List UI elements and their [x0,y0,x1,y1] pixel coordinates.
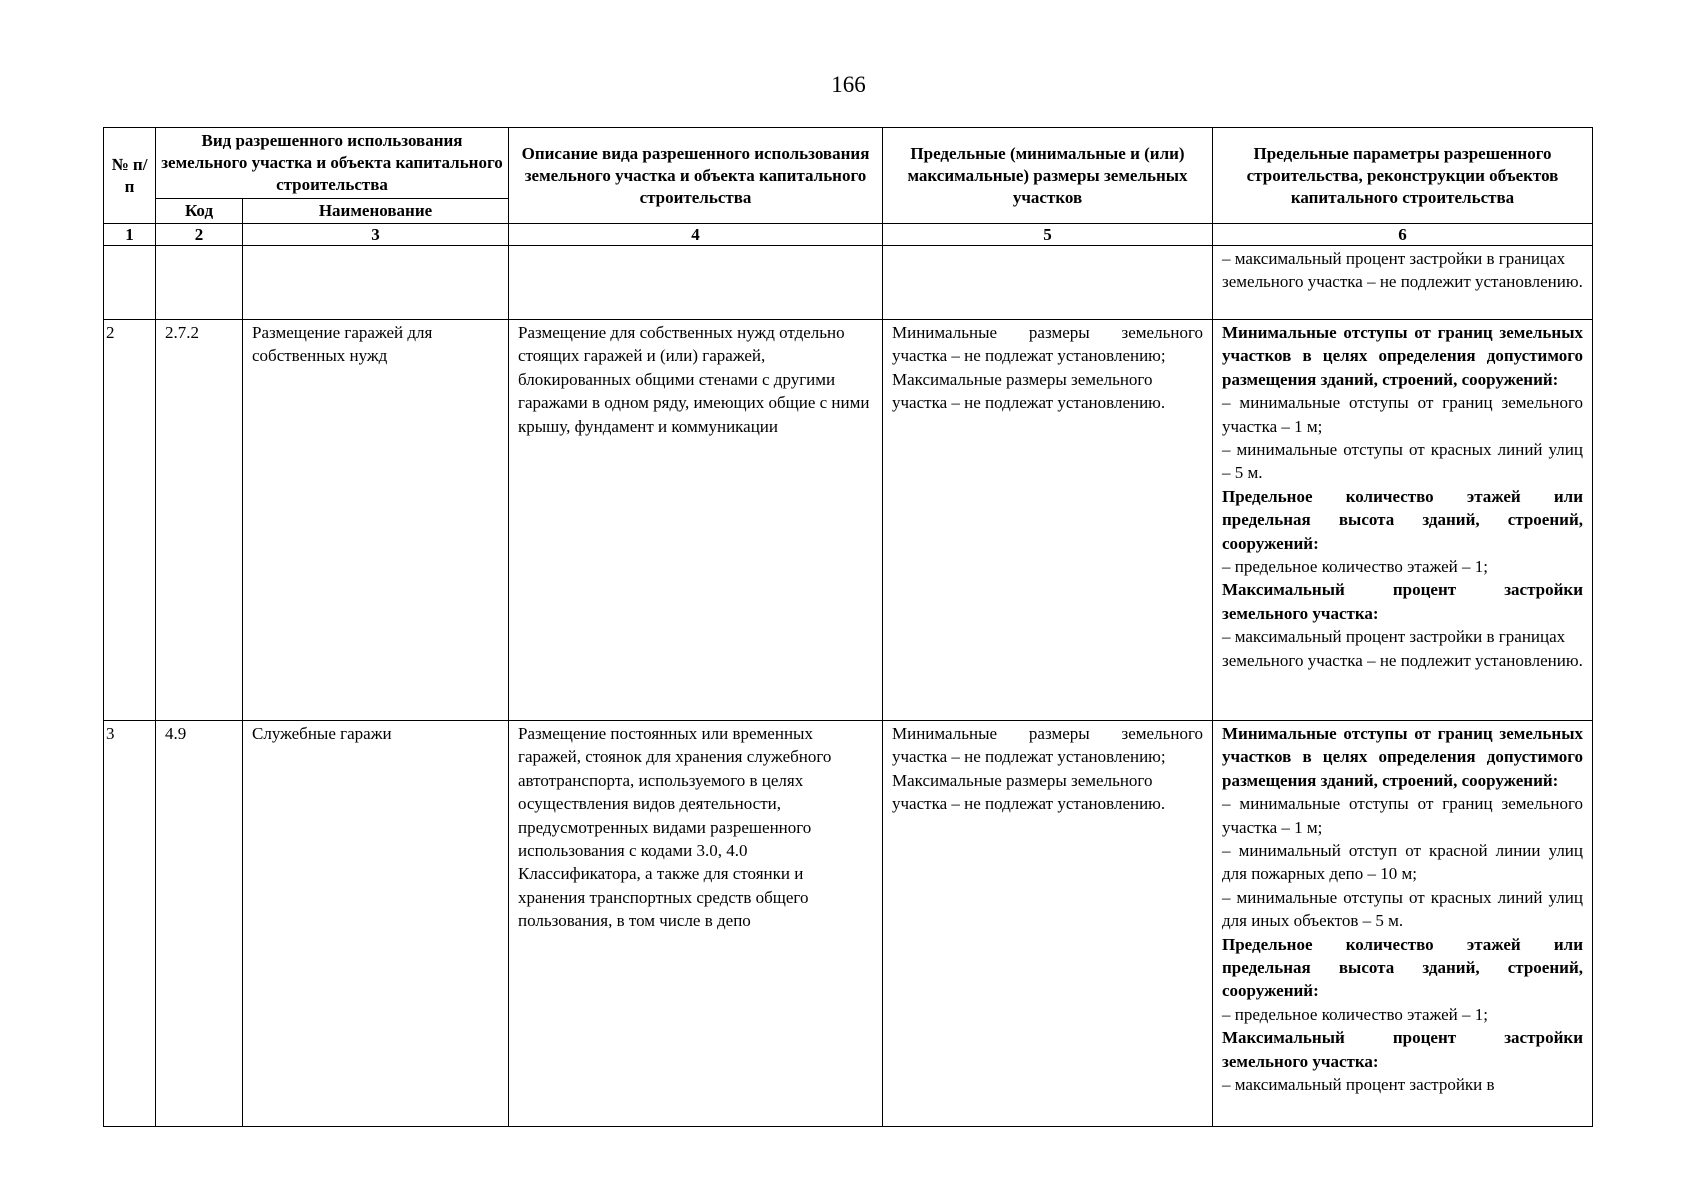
use-code: 4.9 [165,724,187,743]
name-cell [243,246,509,320]
code-cell [156,721,243,1127]
param-heading: Минимальные отступы от границ земельных участков в целях определения допустимого размещения зданий, строений, сооружений: [1222,323,1583,389]
param-heading: Максимальный процент застройки земельного участка: [1222,580,1583,623]
header-col-number: 5 [883,224,1213,246]
param-item: – минимальные отступы от красных линий улиц – 5 м. [1222,440,1583,483]
param-item: – минимальные отступы от границ земельного участка – 1 м; [1222,794,1583,837]
header-permitted-use-group: Вид разрешенного использования земельного участка и объекта капитального строительства [156,128,509,199]
construction-params-cell [1213,246,1593,320]
header-construction-params: Предельные параметры разрешенного строительства, реконструкции объектов капитального строительства [1213,128,1593,224]
param-item: – предельное количество этажей – 1; [1222,1004,1488,1024]
plot-size-line: Максимальные размеры земельного участка – не подлежат установлению. [892,770,1166,814]
param-heading: Минимальные отступы от границ земельных участков в целях определения допустимого размещения зданий, строений, сооружений: [1222,724,1583,790]
table-row [104,721,1593,1127]
code-cell [156,246,243,320]
row-number: 2 [106,323,115,342]
param-item: – предельное количество этажей – 1; [1222,557,1488,577]
code-cell [156,320,243,721]
header-code: Код [156,199,243,224]
row-number-cell [104,721,156,1127]
plot-size-line: Максимальные размеры земельного участка – не подлежат установлению. [892,369,1166,413]
construction-params-cell [1213,721,1593,1127]
plot-sizes-cell [883,320,1213,721]
row-number: 3 [106,724,115,743]
header-number: № п/п [104,128,156,224]
header-description: Описание вида разрешенного использования земельного участка и объекта капитального строительства [509,128,883,224]
plot-sizes-cell [883,721,1213,1127]
use-description: Размещение для собственных нужд отдельно стоящих гаражей и (или) гаражей, блокированных общими стенами с другими гаражами в одном ряду, имеющих общие с ними крышу, фундамент и коммуникации [518,323,870,436]
page-number: 166 [831,72,866,97]
description-cell [509,320,883,721]
header-col-number: 1 [104,224,156,246]
construction-params-cell [1213,320,1593,721]
plot-size-line: Минимальные размеры земельного участка – не подлежат установлению; [892,323,1203,366]
header-plot-sizes: Предельные (минимальные и (или) максимальные) размеры земельных участков [883,128,1213,224]
param-item: – максимальный процент застройки в границах земельного участка – не подлежит установлению. [1222,249,1583,292]
param-item: – минимальные отступы от красных линий улиц для иных объектов – 5 м. [1222,887,1583,931]
use-name: Служебные гаражи [252,724,392,743]
header-col-number: 4 [509,224,883,246]
description-cell [509,721,883,1127]
use-description: Размещение постоянных или временных гаражей, стоянок для хранения служебного автотранспорта, используемого в целях осуществления видов деятельности, предусмотренных видами разрешенного использования с кодами 3.0, 4.0 Классификатора, а также для стоянки и хранения транспортных средств общего пользования, в том числе в депо [518,724,832,931]
header-col-number: 6 [1213,224,1593,246]
row-number-cell [104,320,156,721]
use-name: Размещение гаражей для собственных нужд [252,323,433,366]
param-heading: Предельное количество этажей или предельная высота зданий, строений, сооружений: [1222,486,1583,553]
header-name: Наименование [243,199,509,224]
use-code: 2.7.2 [165,323,199,342]
table-row [104,246,1593,320]
param-item: – минимальные отступы от границ земельного участка – 1 м; [1222,393,1583,436]
header-col-number: 3 [243,224,509,246]
param-heading: Предельное количество этажей или предельная высота зданий, строений, сооружений: [1222,934,1583,1001]
header-col-number: 2 [156,224,243,246]
row-number-cell [104,246,156,320]
land-use-table [103,127,1593,1127]
param-item: – максимальный процент застройки в границах земельного участка – не подлежит установлению. [1222,627,1583,670]
param-item: – минимальный отступ от красной линии улиц для пожарных депо – 10 м; [1222,841,1583,884]
plot-sizes-cell [883,246,1213,320]
table-row [104,320,1593,721]
param-item: – максимальный процент застройки в [1222,1075,1495,1095]
name-cell [243,320,509,721]
description-cell [509,246,883,320]
plot-size-line: Минимальные размеры земельного участка – не подлежат установлению; [892,724,1203,767]
param-heading: Максимальный процент застройки земельного участка: [1222,1028,1583,1071]
name-cell [243,721,509,1127]
